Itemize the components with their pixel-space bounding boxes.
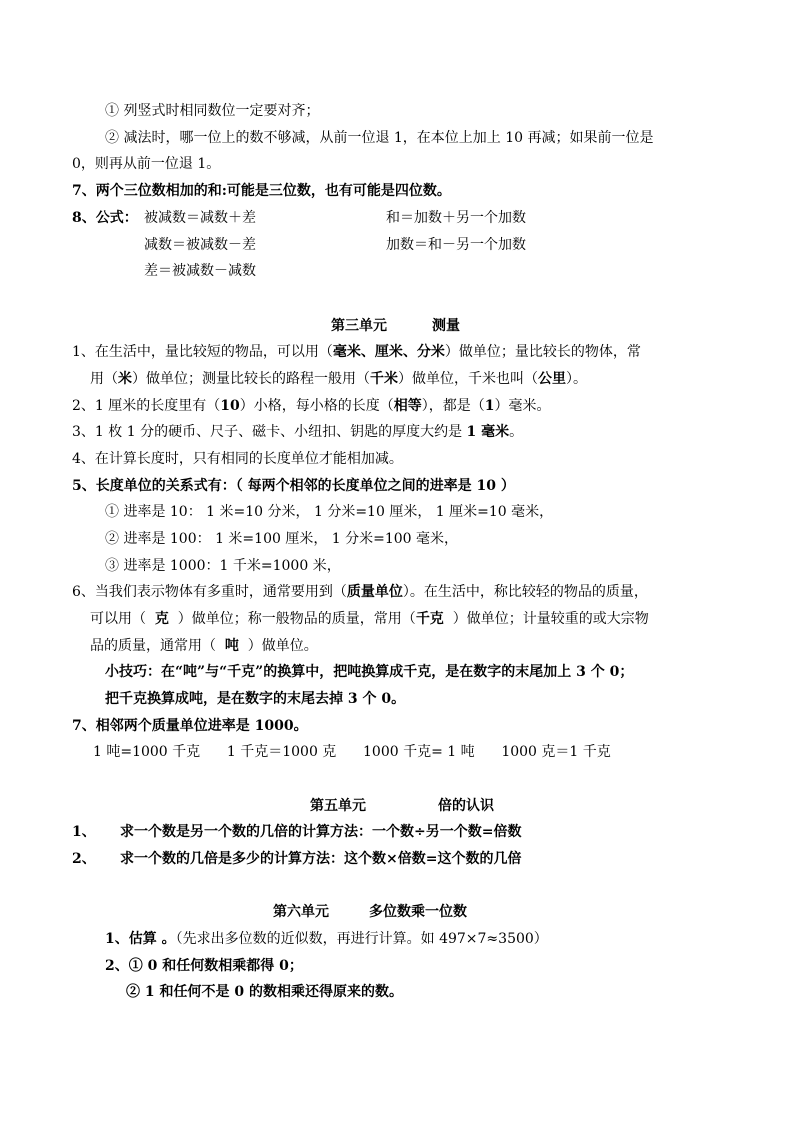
estimate-note: （先求出多位数的近似数，再进行计算。如 497×7≈3500）: [175, 931, 548, 947]
item-1b-mid2: ）做单位，千米也叫（: [398, 371, 538, 387]
unit-3-item-6-line-2: [90, 609, 649, 629]
tip-line-1: 小技巧：在“吨”与“千克”的换算中，把吨换算成千克，是在数字的末尾加上 3 个 0；: [105, 664, 634, 680]
rule-1: ① 列竖式时相同数位一定要对齐；: [105, 103, 320, 119]
item-2-pre: 2、1 厘米的长度里有（: [72, 398, 221, 414]
formula-5: 差＝被减数－减数: [144, 263, 256, 279]
unit-6-item-2b: ② 1 和任何不是 0 的数相乘还得原来的数。: [126, 984, 403, 1000]
item-2-ten: 10: [220, 398, 240, 414]
item-6b-kilogram: 千克: [415, 611, 444, 627]
rule-2-line-2: 0，则再从前一位退 1。: [72, 156, 221, 172]
unit-6-item-1: [105, 929, 548, 949]
unit-3-item-6-line-1: [72, 582, 648, 602]
item-1b-post: ）。: [566, 371, 587, 387]
unit-3-item-1-line-2: [90, 369, 587, 389]
item-6a-post: ）。在生活中，称比较轻的物品的质量，: [402, 584, 648, 600]
unit-6-item-2: 2、① 0 和任何数相乘都得 0；: [105, 958, 303, 974]
item-2-post: ）毫米。: [494, 398, 551, 414]
item-3-post: 。: [509, 424, 524, 440]
mass-conversions: 1 吨=1000 千克 1 千克＝1000 克 1000 千克= 1 吨 1000 克＝1 千克: [93, 744, 611, 760]
unit-3-heading-right: 测量: [432, 318, 460, 334]
tip-line-2: 把千克换算成吨，是在数字的末尾去掉 3 个 0。: [105, 691, 406, 707]
unit-3-heading-left: 第三单元: [331, 318, 387, 334]
unit-5-item-2-number: 2、: [72, 851, 96, 867]
formula-4: 加数＝和－另一个加数: [386, 237, 526, 253]
item-3-pre: 3、1 枚 1 分的硬币、尺子、磁卡、小纽扣、钥匙的厚度大约是: [72, 424, 467, 440]
unit-6-heading-left: 第六单元: [273, 904, 329, 920]
item-7-sum-digits: 7、两个三位数相加的和:可能是三位数，也有可能是四位数。: [72, 183, 451, 199]
item-1b-mid: ）做单位；测量比较长的路程一般用（: [132, 371, 370, 387]
item-1-units-bold: 毫米、厘米、分米: [332, 344, 445, 360]
unit-5-heading-right: 倍的认识: [438, 798, 494, 814]
item-2-mid: ）小格，每小格的长度（: [239, 398, 394, 414]
rate-1000: ③ 进率是 1000：1 千米=1000 米，: [105, 558, 341, 574]
item-6b-pre: 可以用（: [90, 611, 155, 627]
item-8-label: 8、公式：: [72, 210, 138, 226]
item-2-equal: 相等: [393, 398, 422, 414]
formula-3: 减数＝被减数－差: [144, 237, 256, 253]
item-6c-post: ）做单位。: [238, 638, 318, 654]
unit-3-item-2: [72, 396, 551, 416]
estimate-label: 1、估算 。: [105, 931, 176, 947]
item-1b-meter: 米: [118, 371, 132, 387]
item-6b-mid: ）做单位；称一般物品的质量，常用（: [168, 611, 416, 627]
formula-2: 和＝加数＋另一个加数: [386, 210, 526, 226]
item-1-text-pre: 1、在生活中，量比较短的物品，可以用（: [72, 344, 333, 360]
item-6c-ton: 吨: [224, 638, 239, 654]
formula-1: 被减数＝减数＋差: [144, 210, 256, 226]
unit-3-item-3: [72, 422, 523, 442]
item-2-one: 1: [484, 398, 495, 414]
rate-10: ① 进率是 10： 1 米=10 分米， 1 分米=10 厘米， 1 厘米=10 毫米，: [105, 504, 554, 520]
item-1b-pre: 用（: [90, 371, 118, 387]
item-6c-pre: 品的质量，通常用（: [90, 638, 225, 654]
item-3-bold: 1 毫米: [466, 424, 510, 440]
unit-5-item-2: 求一个数的几倍是多少的计算方法：这个数×倍数=这个数的几倍: [120, 851, 522, 867]
rate-100: ② 进率是 100： 1 米=100 厘米， 1 分米=100 毫米，: [105, 531, 459, 547]
item-6b-post: ）做单位；计量较重的或大宗物: [443, 611, 649, 627]
item-6a-pre: 6、当我们表示物体有多重时，通常要用到（: [72, 584, 347, 600]
unit-5-item-1: 求一个数是另一个数的几倍的计算方法：一个数÷另一个数=倍数: [120, 824, 522, 840]
item-6b-gram: 克: [154, 611, 169, 627]
unit-5-item-1-number: 1、: [72, 824, 96, 840]
unit-6-heading-right: 多位数乘一位数: [369, 904, 467, 920]
unit-3-item-6-line-3: [90, 636, 318, 656]
unit-3-item-5: 5、长度单位的关系式有：（ 每两个相邻的长度单位之间的进率是 10 ）: [72, 478, 515, 494]
item-1b-gongli: 公里: [538, 371, 566, 387]
item-1b-kilometer: 千米: [370, 371, 398, 387]
unit-3-item-1-line-1: [72, 342, 641, 362]
item-6a-bold: 质量单位: [346, 584, 403, 600]
unit-3-item-7: 7、相邻两个质量单位进率是 1000。: [72, 718, 308, 734]
unit-3-item-4: 4、在计算长度时，只有相同的长度单位才能相加减。: [72, 451, 403, 467]
item-1-text-post: ）做单位；量比较长的物体，常: [444, 344, 641, 360]
rule-2-line-1: ② 减法时，哪一位上的数不够减，从前一位退 1，在本位上加上 10 再减；如果前一位是: [105, 130, 654, 146]
item-2-mid2: ），都是（: [421, 398, 485, 414]
unit-5-heading-left: 第五单元: [310, 798, 366, 814]
